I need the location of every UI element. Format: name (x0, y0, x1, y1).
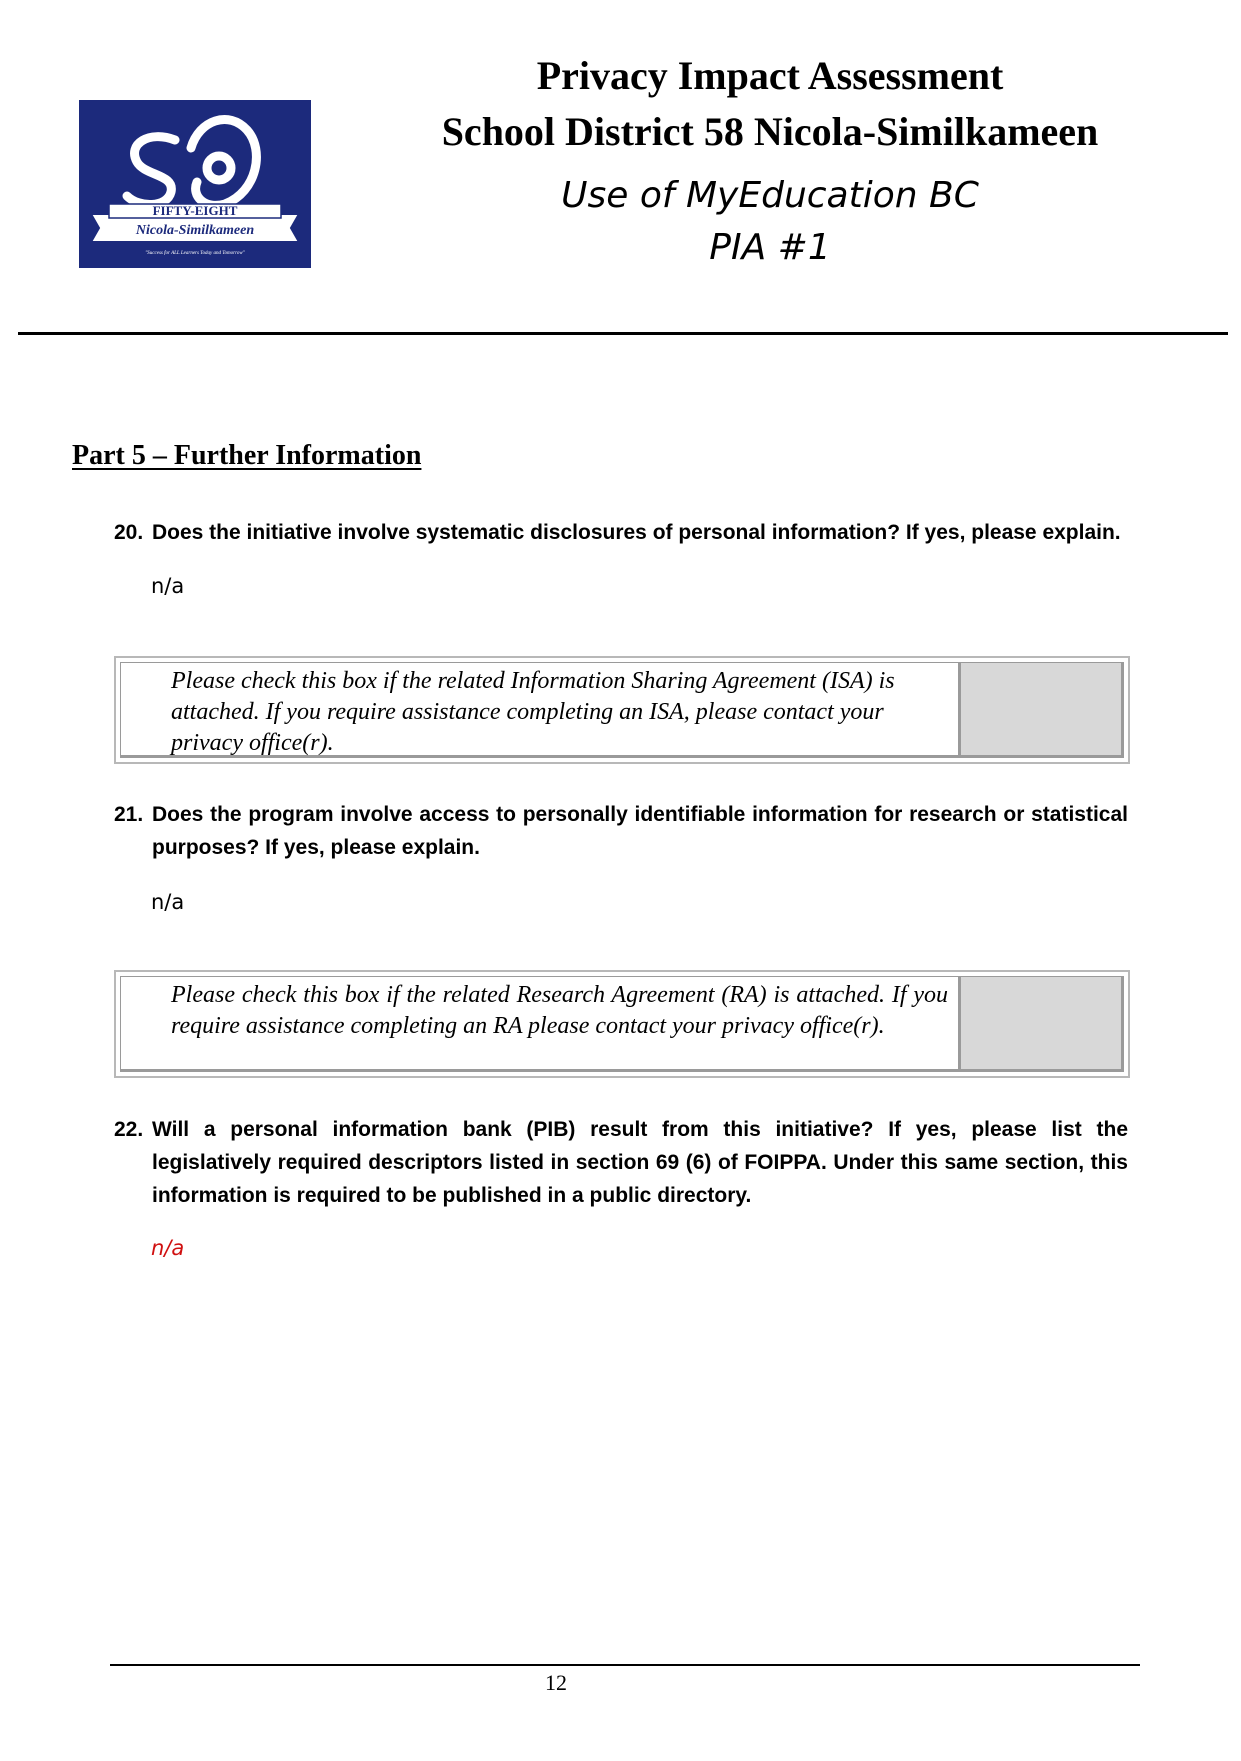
answer-20: n/a (151, 574, 185, 598)
document-organization: School District 58 Nicola-Similkameen (441, 109, 1099, 154)
isa-checkbox-label: Please check this box if the related Information Sharing Agreement (ISA) is attached. If you require assistance completing an ISA, please contact your privacy office(r). (120, 662, 961, 758)
question-22 (114, 1113, 1128, 1212)
question-text: Will a personal information bank (PIB) result from this initiative? If yes, please list the legislatively required descriptors listed in section 69 (6) of FOIPPA. Under this same section, this information is required to be published in a public directory. (152, 1118, 1128, 1207)
school-district-logo (79, 100, 311, 268)
section-heading: Part 5 – Further Information (72, 440, 422, 471)
logo-banner-top: FIFTY-EIGHT (152, 203, 238, 218)
question-21 (114, 798, 1128, 864)
document-title: Privacy Impact Assessment (536, 53, 1004, 98)
document-subtitle: Use of MyEducation BC (561, 175, 979, 216)
logo-icon (79, 100, 311, 268)
question-20 (114, 516, 1128, 549)
question-text: Does the program involve access to personally identifiable information for research or statistical purposes? If yes, please explain. (152, 803, 1128, 859)
question-number: 22. (114, 1118, 144, 1141)
isa-checkbox-row (114, 656, 1130, 764)
footer-divider (110, 1664, 1140, 1666)
document-pia-number: PIA #1 (709, 227, 831, 268)
answer-21: n/a (151, 890, 185, 914)
question-number: 21. (114, 803, 144, 826)
question-text: Does the initiative involve systematic disclosures of personal information? If yes, please explain. (152, 521, 1121, 544)
ra-checkbox[interactable] (960, 976, 1124, 1072)
logo-motto: "Success for ALL Learners Today and Tomorrow" (145, 251, 245, 256)
header-divider (18, 332, 1228, 335)
ra-checkbox-row (114, 970, 1130, 1078)
answer-22: n/a (151, 1236, 185, 1260)
isa-checkbox[interactable] (960, 662, 1124, 758)
page-number: 12 (545, 1670, 567, 1695)
ra-checkbox-label: Please check this box if the related Research Agreement (RA) is attached. If you require assistance completing an RA please contact your privacy office(r). (120, 976, 961, 1072)
question-number: 20. (114, 521, 144, 544)
document-header (395, 48, 1145, 274)
logo-banner-bottom: Nicola-Similkameen (135, 223, 255, 238)
